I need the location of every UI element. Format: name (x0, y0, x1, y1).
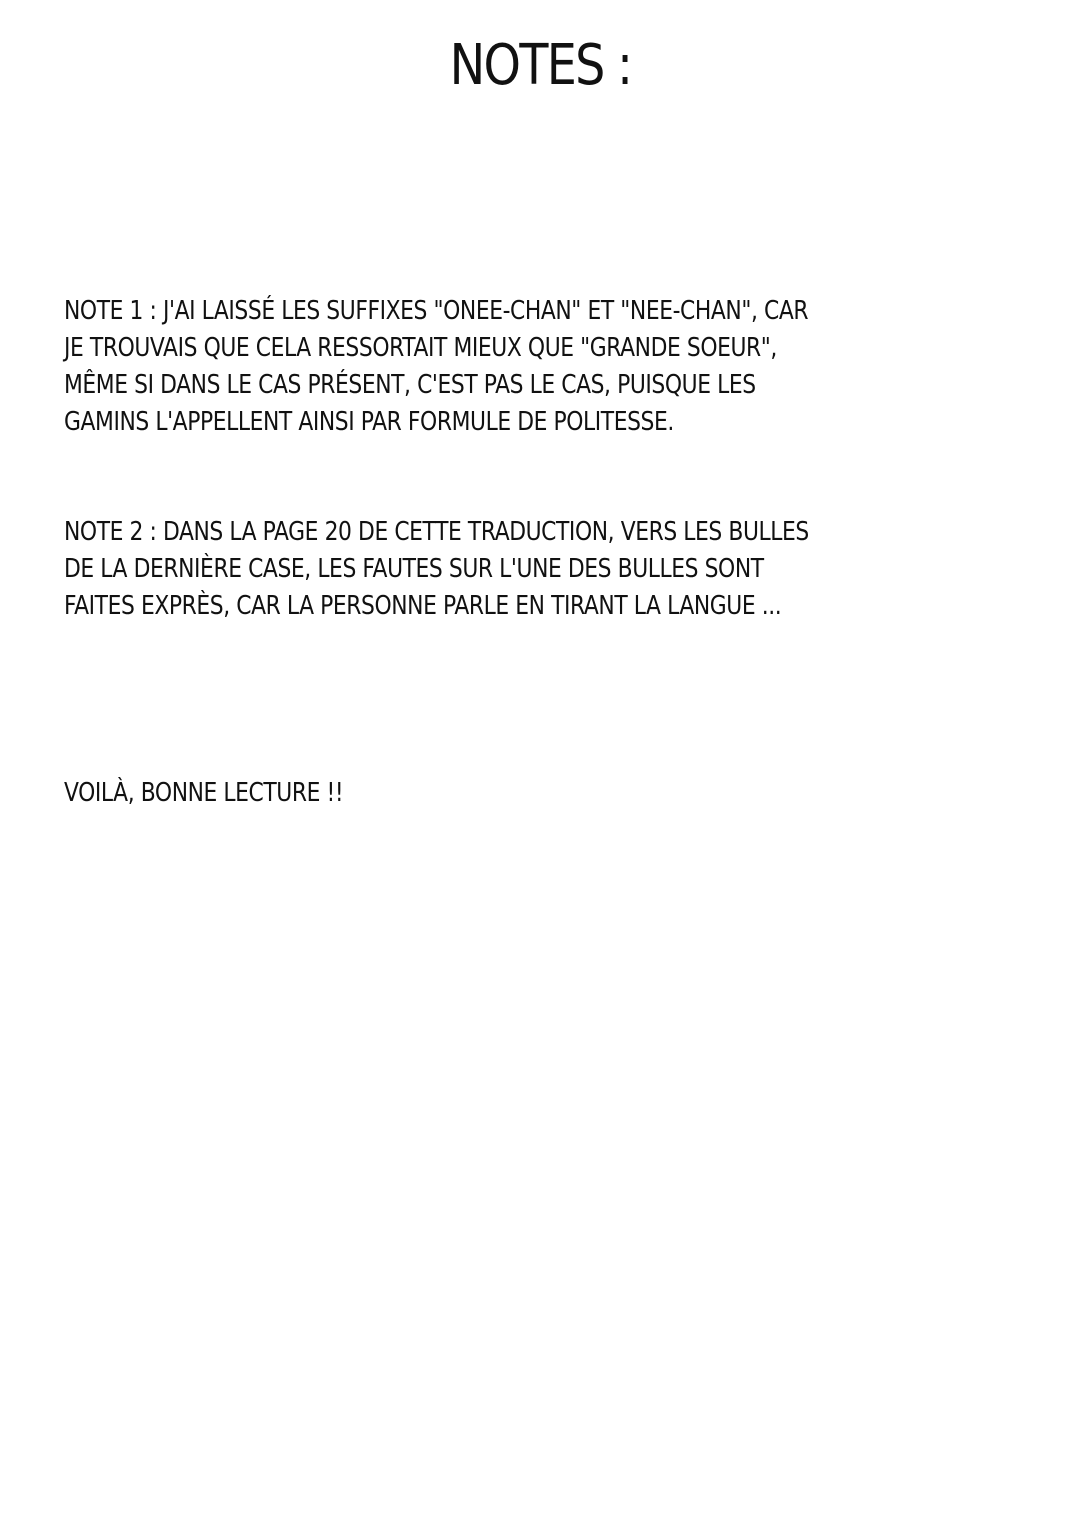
note-2-line: DE LA DERNIÈRE CASE, LES FAUTES SUR L'UNE DES BULLES SONT (64, 554, 764, 584)
note-1-line: NOTE 1 : J'AI LAISSÉ LES SUFFIXES "ONEE-CHAN" ET "NEE-CHAN", CAR (64, 296, 809, 326)
note-1-paragraph (64, 293, 1064, 441)
note-1-line: GAMINS L'APPELLENT AINSI PAR FORMULE DE POLITESSE. (64, 407, 674, 437)
note-2-line: FAITES EXPRÈS, CAR LA PERSONNE PARLE EN TIRANT LA LANGUE ... (64, 591, 782, 621)
note-2-line: NOTE 2 : DANS LA PAGE 20 DE CETTE TRADUCTION, VERS LES BULLES (64, 517, 809, 547)
page-title: NOTES : (449, 33, 632, 98)
closing-line (64, 775, 1064, 812)
note-2-paragraph (64, 514, 1064, 625)
note-1-line: MÊME SI DANS LE CAS PRÉSENT, C'EST PAS LE CAS, PUISQUE LES (64, 370, 756, 400)
note-1-line: JE TROUVAIS QUE CELA RESSORTAIT MIEUX QUE "GRANDE SOEUR", (64, 333, 777, 363)
closing-text: VOILÀ, BONNE LECTURE !! (64, 778, 344, 808)
